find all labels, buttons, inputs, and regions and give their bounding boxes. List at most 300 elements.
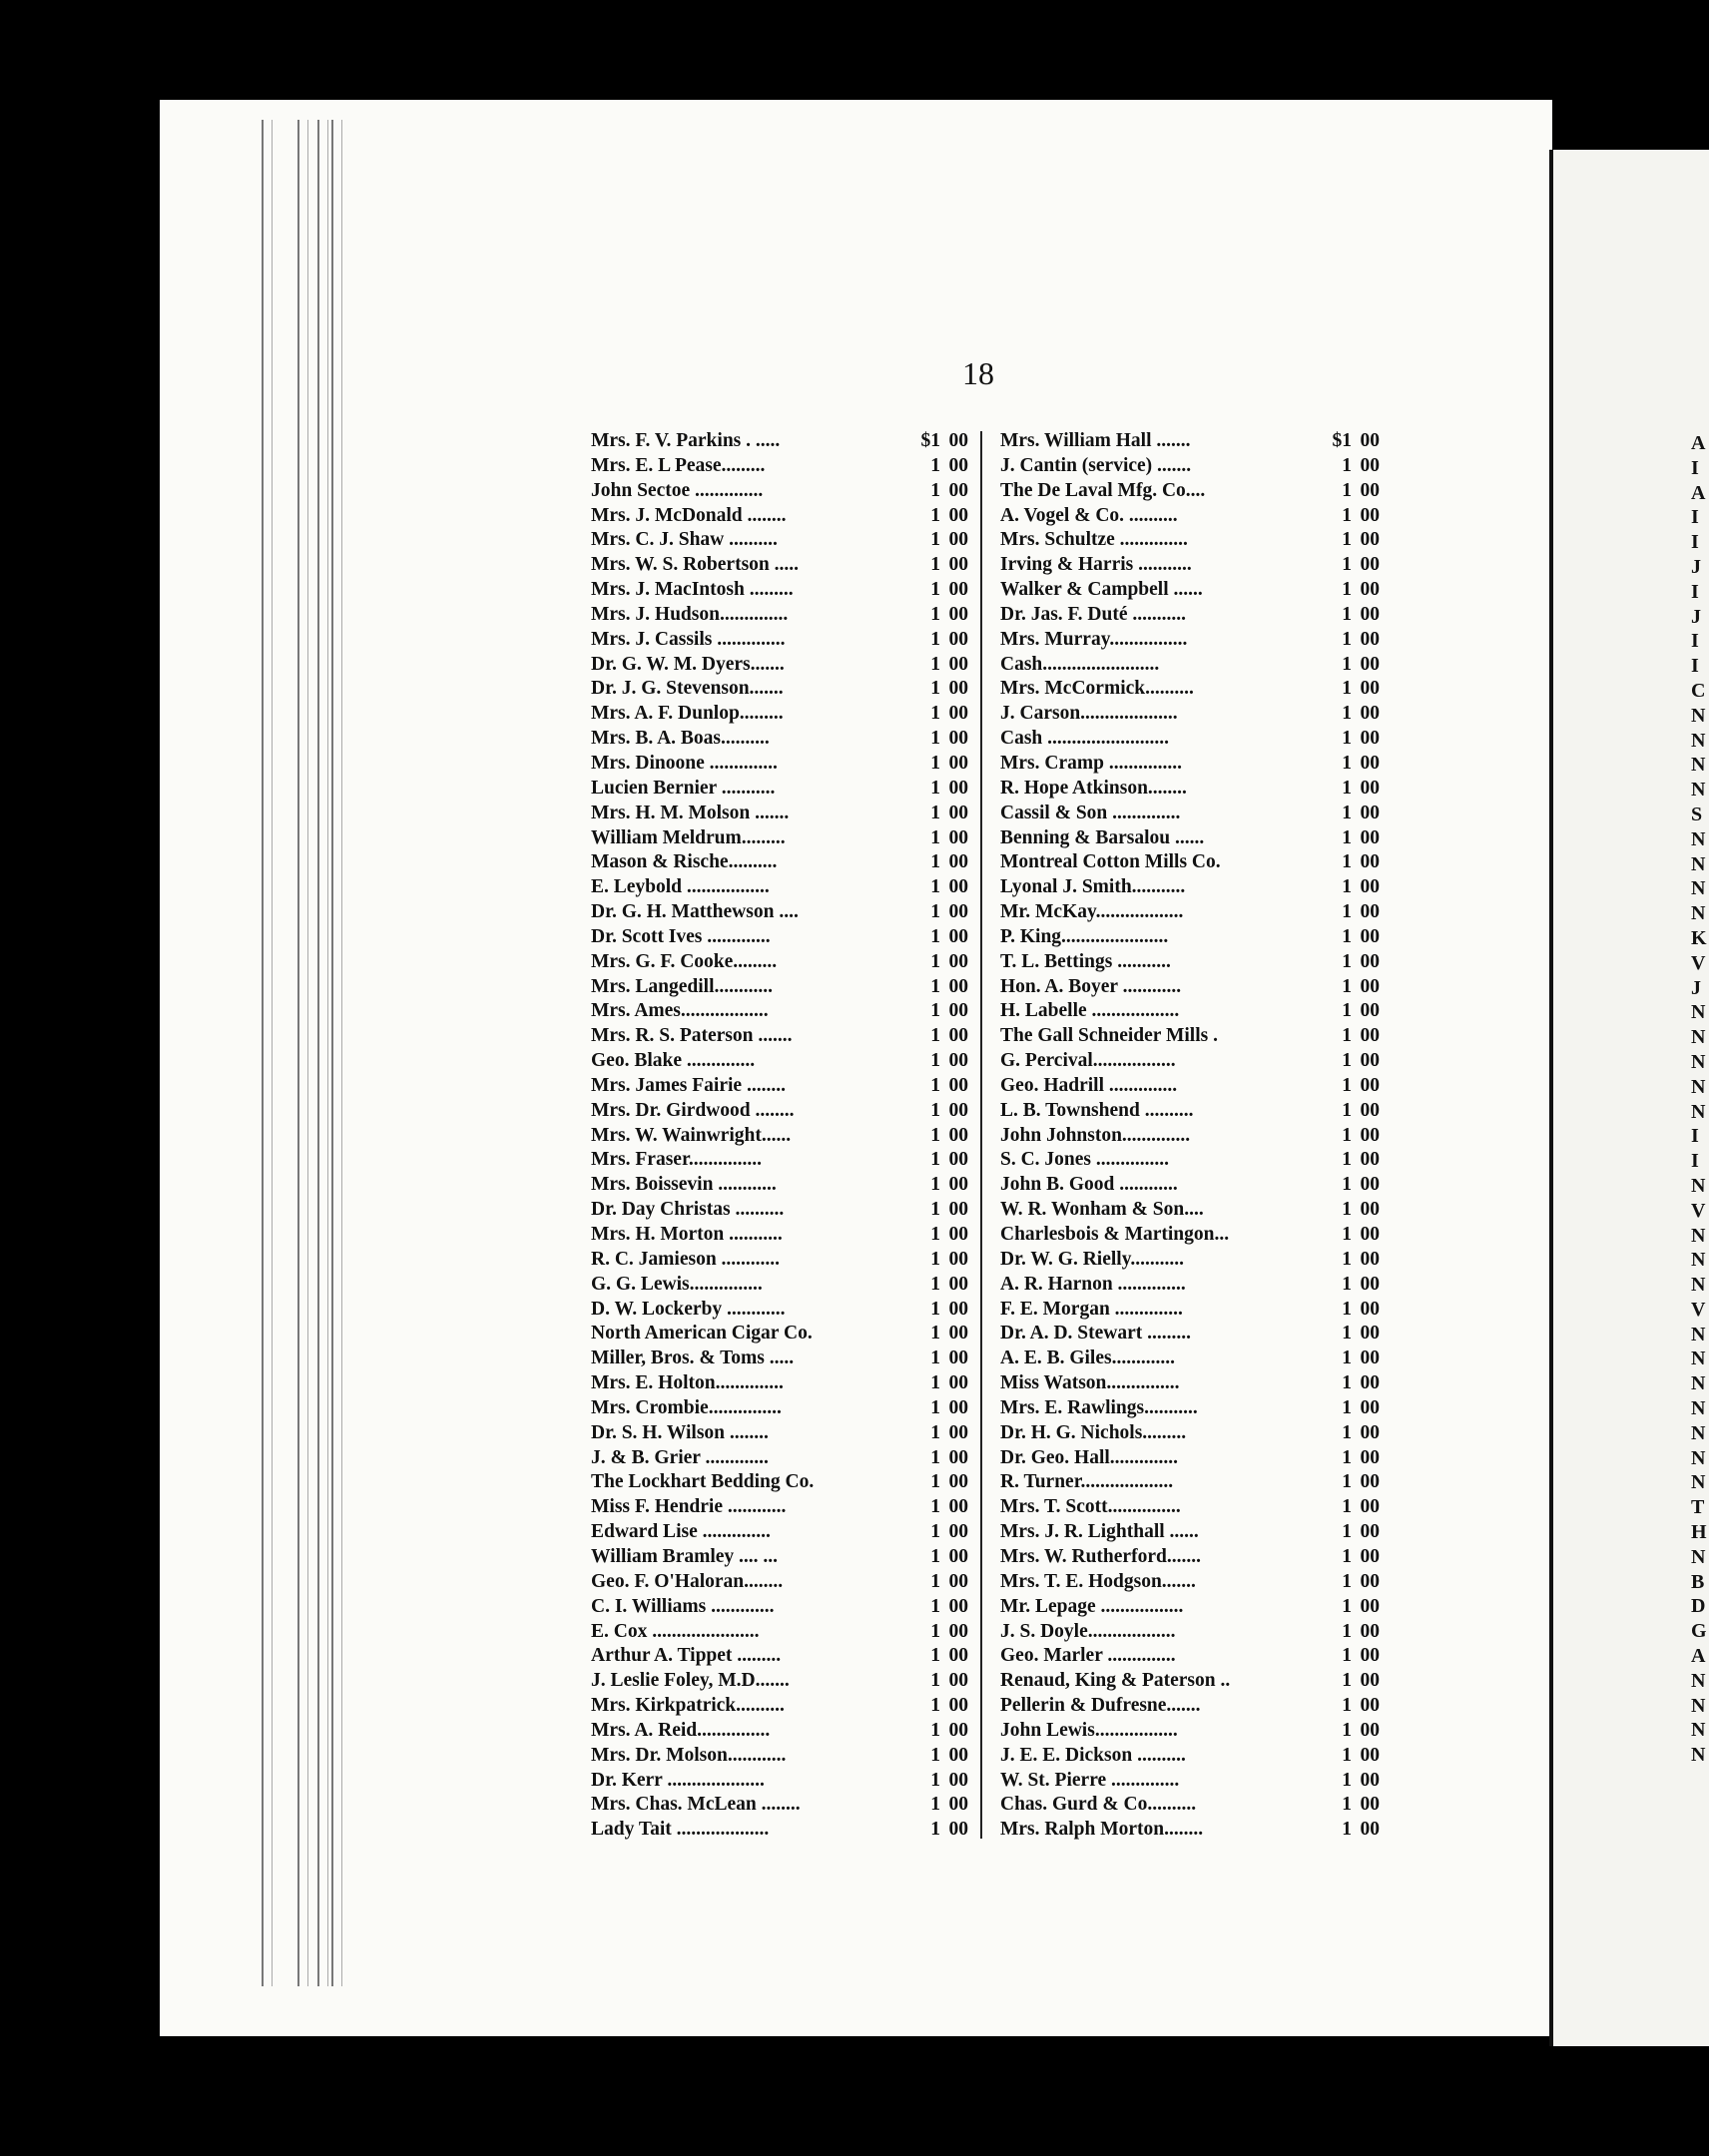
page-number: 18 [962,355,994,391]
donor-row [591,950,968,975]
amount-cents: 00 [1360,554,1380,576]
amount-dollars: 1 [1342,1645,1352,1667]
amount-dollars: 1 [930,1224,940,1245]
amount-dollars: 1 [930,1521,940,1543]
amount-cents: 00 [948,1348,968,1369]
amount-dollars: 1 [1342,1471,1352,1493]
amount-cents: 00 [948,1124,968,1146]
donation-amount [1314,1198,1380,1223]
donation-amount [902,727,968,752]
amount-cents: 00 [1360,728,1380,750]
amount-dollars: 1 [930,1446,940,1468]
adjacent-page-letter: N [1691,852,1706,875]
donor-row [591,999,968,1024]
amount-dollars: 1 [930,1025,940,1047]
donation-amount [902,925,968,950]
donor-row [591,702,968,727]
donor-name: The De Laval Mfg. Co.... [1000,479,1206,501]
donor-row [591,653,968,678]
adjacent-page-letter: B [1691,1570,1705,1593]
amount-cents: 00 [948,1545,968,1567]
donor-row [1000,1520,1380,1545]
donation-amount [902,752,968,777]
amount-dollars: 1 [930,950,940,972]
amount-dollars: 1 [1342,1298,1352,1320]
amount-dollars: 1 [1342,950,1352,972]
amount-dollars: 1 [930,1199,940,1221]
page-edge-3 [317,120,328,1986]
donor-name: Charlesbois & Martingon... [1000,1224,1230,1245]
donor-row [591,1074,968,1099]
donor-row [591,1793,968,1818]
donor-row [591,528,968,553]
amount-cents: 00 [948,1570,968,1592]
adjacent-page-letter: N [1691,902,1706,925]
donor-name: John B. Good ............ [1000,1174,1178,1196]
amount-dollars: 1 [930,925,940,947]
donor-row [591,727,968,752]
donation-amount [1314,1248,1380,1273]
amount-cents: 00 [1360,1199,1380,1221]
amount-dollars: 1 [930,1348,940,1369]
donor-name: William Bramley .... ... [591,1545,779,1567]
donor-name: Miss F. Hendrie ............ [591,1496,787,1518]
amount-dollars: 1 [930,1645,940,1667]
amount-cents: 00 [948,628,968,650]
donor-row [1000,1769,1380,1794]
donor-name: Mrs. J. McDonald ........ [591,504,787,526]
amount-cents: 00 [1360,579,1380,601]
donor-row [1000,454,1380,479]
amount-dollars: 1 [930,1050,940,1072]
donor-row [591,826,968,851]
amount-cents: 00 [948,1199,968,1221]
donation-amount [1314,553,1380,578]
donor-row [1000,702,1380,727]
donor-row [591,1173,968,1198]
amount-cents: 00 [1360,529,1380,551]
amount-cents: 00 [948,802,968,823]
donor-row [1000,1545,1380,1570]
donor-row [591,1024,968,1049]
amount-dollars: 1 [1342,1372,1352,1394]
donor-row [1000,1049,1380,1074]
adjacent-page-letter: V [1691,1199,1706,1222]
amount-dollars: 1 [1342,851,1352,873]
page-edge-4 [331,120,342,1986]
donor-name: Mrs. Cramp ............... [1000,752,1182,774]
donation-amount [1314,1793,1380,1818]
amount-dollars: 1 [1342,975,1352,997]
donor-name: Mrs. Langedill............ [591,975,774,997]
donor-name: Renaud, King & Paterson .. [1000,1670,1231,1692]
donor-row [1000,925,1380,950]
adjacent-page-letter: K [1691,926,1707,949]
donation-amount [1314,1818,1380,1843]
amount-cents: 00 [948,1149,968,1171]
donor-name: E. Cox ...................... [591,1620,760,1642]
donor-row [1000,1223,1380,1248]
page-edge-2 [297,120,308,1986]
donor-row [591,454,968,479]
donation-amount [1314,875,1380,900]
donor-name: Mrs. E. Rawlings........... [1000,1396,1198,1418]
amount-dollars: 1 [930,1396,940,1418]
amount-cents: 00 [1360,454,1380,476]
amount-cents: 00 [1360,504,1380,526]
donation-amount [1314,454,1380,479]
donor-name: Mrs. A. F. Dunlop......... [591,703,784,725]
amount-dollars: 1 [1342,529,1352,551]
donation-amount [1314,1470,1380,1495]
donation-amount [902,777,968,802]
amount-cents: 00 [1360,1348,1380,1369]
donor-row [591,1694,968,1719]
donor-name: Hon. A. Boyer ............ [1000,975,1182,997]
adjacent-page-letter: N [1691,1694,1706,1717]
donation-amount [902,875,968,900]
donor-name: J. Cantin (service) ....... [1000,454,1192,476]
donor-name: Lyonal J. Smith........... [1000,876,1186,898]
adjacent-page-letter: N [1691,1669,1706,1692]
donor-row [1000,1570,1380,1595]
amount-cents: 00 [948,1744,968,1766]
adjacent-page-letter: N [1691,1545,1706,1568]
amount-dollars: 1 [1342,1769,1352,1791]
amount-dollars: 1 [930,851,940,873]
donation-amount [1314,1173,1380,1198]
adjacent-page-letter: N [1691,1026,1706,1049]
amount-dollars: 1 [930,1670,940,1692]
donor-name: Mrs. T. E. Hodgson....... [1000,1570,1196,1592]
amount-dollars: $1 [920,430,940,451]
amount-dollars: 1 [930,1273,940,1295]
amount-cents: 00 [948,1174,968,1196]
donor-row [591,1298,968,1323]
amount-dollars: 1 [930,1769,940,1791]
donor-name: Dr. W. G. Rielly........... [1000,1248,1185,1270]
amount-cents: 00 [948,703,968,725]
amount-dollars: 1 [1342,1446,1352,1468]
donor-name: Mrs. Murray................ [1000,628,1188,650]
donation-amount [902,653,968,678]
amount-cents: 00 [948,1000,968,1022]
amount-cents: 00 [948,901,968,923]
amount-dollars: 1 [1342,479,1352,501]
amount-cents: 00 [1360,603,1380,625]
donor-row [591,850,968,875]
donor-row [591,900,968,925]
adjacent-page-letter: N [1691,1719,1706,1742]
donation-amount [902,1545,968,1570]
donor-row [1000,1024,1380,1049]
amount-dollars: 1 [930,1695,940,1717]
donor-name: J. S. Doyle.................. [1000,1620,1176,1642]
donation-amount [1314,1099,1380,1124]
donor-name: North American Cigar Co. [591,1323,813,1345]
donor-row [591,1371,968,1396]
amount-dollars: 1 [1342,628,1352,650]
amount-cents: 00 [1360,1124,1380,1146]
adjacent-page-letter: I [1691,1125,1699,1148]
donation-amount [1314,603,1380,628]
donor-row [1000,653,1380,678]
donor-name: Mrs. H. M. Molson ....... [591,802,790,823]
donor-row [1000,1793,1380,1818]
adjacent-page-letter: N [1691,1050,1706,1073]
amount-dollars: 1 [1342,876,1352,898]
donor-row [591,1520,968,1545]
donor-row [1000,999,1380,1024]
amount-cents: 00 [1360,975,1380,997]
donation-amount [902,504,968,529]
amount-dollars: 1 [930,826,940,848]
donor-row [1000,553,1380,578]
donation-amount [902,1322,968,1347]
amount-cents: 00 [948,1099,968,1121]
donor-name: Mrs. Boissevin ............ [591,1174,777,1196]
donor-name: W. St. Pierre .............. [1000,1769,1180,1791]
donor-name: Mrs. Dinoone .............. [591,752,778,774]
adjacent-page-letter: I [1691,655,1699,678]
donor-name: Dr. S. H. Wilson ........ [591,1421,769,1443]
adjacent-page-letter: N [1691,1471,1706,1494]
donation-amount [1314,1074,1380,1099]
amount-cents: 00 [1360,777,1380,799]
amount-cents: 00 [948,504,968,526]
donor-name: Mrs. B. A. Boas.......... [591,728,770,750]
amount-dollars: 1 [930,802,940,823]
donation-amount [902,1099,968,1124]
donation-amount [902,1694,968,1719]
donor-row [1000,1248,1380,1273]
amount-dollars: 1 [930,1124,940,1146]
donor-row [1000,1446,1380,1471]
donation-amount [902,603,968,628]
donor-row [591,504,968,529]
donor-name: Mrs. J. MacIntosh ......... [591,579,794,601]
donor-name: S. C. Jones ............... [1000,1149,1170,1171]
amount-cents: 00 [948,1323,968,1345]
donor-name: John Sectoe .............. [591,479,764,501]
amount-dollars: 1 [1342,1224,1352,1245]
donor-row [591,429,968,454]
donor-name: Benning & Barsalou ...... [1000,826,1205,848]
amount-cents: 00 [1360,1149,1380,1171]
amount-cents: 00 [1360,1471,1380,1493]
donor-row [1000,1074,1380,1099]
donor-row [1000,1273,1380,1298]
donation-amount [902,553,968,578]
amount-cents: 00 [948,579,968,601]
donation-amount [902,975,968,1000]
amount-dollars: 1 [930,1372,940,1394]
amount-dollars: 1 [1342,1000,1352,1022]
adjacent-page-letter: I [1691,531,1699,554]
adjacent-page-letter: J [1691,555,1701,578]
amount-dollars: 1 [1342,1199,1352,1221]
amount-dollars: 1 [930,1744,940,1766]
amount-dollars: 1 [1342,925,1352,947]
amount-cents: 00 [1360,1074,1380,1096]
amount-cents: 00 [948,826,968,848]
amount-dollars: 1 [1342,1819,1352,1841]
amount-cents: 00 [1360,1819,1380,1841]
amount-dollars: 1 [1342,1744,1352,1766]
donor-name: C. I. Williams ............. [591,1595,775,1617]
donor-name: D. W. Lockerby ............ [591,1298,786,1320]
left-donor-column [591,429,968,1843]
amount-dollars: 1 [930,479,940,501]
amount-dollars: 1 [930,901,940,923]
donor-name: Miss Watson............... [1000,1372,1180,1394]
donor-row [591,628,968,653]
donor-name: Montreal Cotton Mills Co. [1000,851,1221,873]
donation-amount [1314,1371,1380,1396]
donation-amount [902,702,968,727]
amount-cents: 00 [1360,1769,1380,1791]
donor-row [1000,777,1380,802]
adjacent-page-letter: N [1691,1446,1706,1469]
donation-amount [902,1298,968,1323]
amount-cents: 00 [1360,1248,1380,1270]
donor-row [1000,727,1380,752]
donation-amount [1314,1273,1380,1298]
adjacent-page-letter: N [1691,1397,1706,1420]
donor-row [591,1248,968,1273]
amount-dollars: 1 [930,703,940,725]
amount-dollars: 1 [1342,1348,1352,1369]
amount-dollars: 1 [1342,454,1352,476]
amount-cents: 00 [1360,1372,1380,1394]
donation-amount [1314,429,1380,454]
donor-name: Edward Lise .............. [591,1521,771,1543]
amount-cents: 00 [1360,1446,1380,1468]
donor-row [1000,1396,1380,1421]
donation-amount [902,1470,968,1495]
donation-amount [1314,1024,1380,1049]
donor-name: Mrs. Schultze .............. [1000,529,1188,551]
donor-name: Dr. Scott Ives ............. [591,925,771,947]
donor-row [591,1099,968,1124]
adjacent-page-letter: N [1691,729,1706,752]
donor-name: Mrs. Chas. McLean ........ [591,1794,801,1816]
amount-cents: 00 [948,454,968,476]
donor-name: Mrs. Ames.................. [591,1000,769,1022]
amount-cents: 00 [948,430,968,451]
amount-cents: 00 [948,1819,968,1841]
donation-amount [902,999,968,1024]
amount-cents: 00 [948,1719,968,1741]
donor-name: Mr. Lepage ................. [1000,1595,1184,1617]
donor-name: G. Percival................. [1000,1050,1176,1072]
amount-cents: 00 [1360,925,1380,947]
donation-amount [902,1148,968,1173]
donor-name: Walker & Campbell ...... [1000,579,1203,601]
amount-dollars: 1 [930,1248,940,1270]
amount-cents: 00 [1360,1000,1380,1022]
donor-name: Irving & Harris ........... [1000,554,1192,576]
amount-dollars: 1 [1342,678,1352,700]
donation-amount [1314,900,1380,925]
amount-cents: 00 [948,1050,968,1072]
donation-amount [902,1421,968,1446]
donor-name: Dr. Kerr .................... [591,1769,765,1791]
donor-row [1000,1198,1380,1223]
adjacent-page-letter: N [1691,827,1706,850]
donor-name: Mrs. J. R. Lighthall ...... [1000,1521,1199,1543]
donor-name: G. G. Lewis............... [591,1273,763,1295]
donor-row [1000,826,1380,851]
adjacent-page-letter: A [1691,1645,1706,1668]
donation-amount [1314,850,1380,875]
donor-name: H. Labelle .................. [1000,1000,1180,1022]
donor-name: Mrs. McCormick.......... [1000,678,1194,700]
donor-name: The Lockhart Bedding Co. [591,1471,815,1493]
donation-amount [1314,528,1380,553]
amount-dollars: 1 [930,1000,940,1022]
donation-amount [1314,950,1380,975]
donor-name: Dr. G. H. Matthewson .... [591,901,799,923]
amount-cents: 00 [948,975,968,997]
amount-dollars: 1 [1342,1545,1352,1567]
amount-dollars: 1 [1342,1124,1352,1146]
amount-dollars: 1 [930,1794,940,1816]
amount-dollars: 1 [930,876,940,898]
donor-row [591,1669,968,1694]
amount-dollars: 1 [930,1323,940,1345]
donor-row [1000,578,1380,603]
amount-cents: 00 [948,1794,968,1816]
amount-dollars: 1 [1342,1149,1352,1171]
donation-amount [1314,1520,1380,1545]
adjacent-page-letter: I [1691,580,1699,603]
adjacent-page-letter: I [1691,456,1699,479]
donor-name: Mrs. A. Reid............... [591,1719,771,1741]
amount-cents: 00 [1360,851,1380,873]
donor-row [1000,875,1380,900]
donor-name: Dr. A. D. Stewart ......... [1000,1323,1192,1345]
donation-amount [1314,1669,1380,1694]
donor-name: R. Hope Atkinson........ [1000,777,1187,799]
amount-cents: 00 [948,1769,968,1791]
donation-amount [902,454,968,479]
donor-row [1000,850,1380,875]
donor-name: Mrs. G. F. Cooke......... [591,950,778,972]
donation-amount [1314,802,1380,826]
donation-amount [1314,677,1380,702]
amount-cents: 00 [948,1471,968,1493]
adjacent-page-letter: D [1691,1595,1706,1618]
adjacent-page-letter: I [1691,506,1699,529]
donor-row [1000,1421,1380,1446]
donor-name: W. R. Wonham & Son.... [1000,1199,1204,1221]
donation-amount [902,1371,968,1396]
donation-amount [902,1793,968,1818]
amount-dollars: 1 [1342,1248,1352,1270]
adjacent-page-letter: N [1691,1100,1706,1123]
amount-dollars: 1 [930,1819,940,1841]
donor-row [591,677,968,702]
donation-amount [902,1744,968,1769]
page-edge-1 [262,120,273,1986]
amount-cents: 00 [948,1670,968,1692]
adjacent-page-letter: I [1691,630,1699,653]
amount-dollars: 1 [930,678,940,700]
adjacent-page-letter: S [1691,803,1703,825]
donor-row [591,1322,968,1347]
donor-name: J. E. E. Dickson .......... [1000,1744,1186,1766]
